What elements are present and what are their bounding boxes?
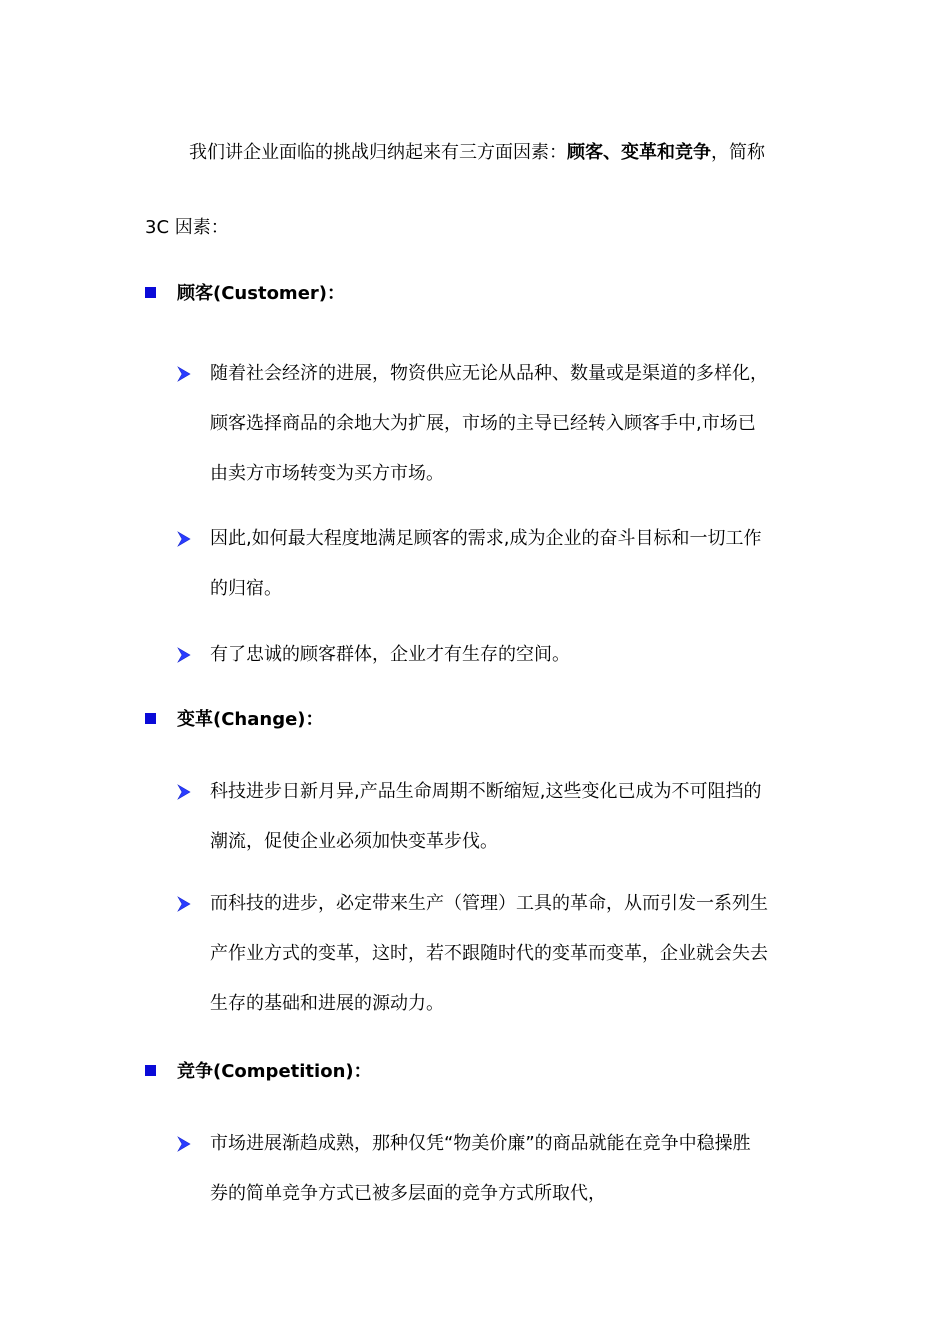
arrow-bullet-icon: [177, 1136, 191, 1152]
section-title: 竞争(Competition)：: [177, 1061, 372, 1082]
arrow-bullet-icon: [177, 366, 191, 382]
square-bullet-icon: [145, 287, 156, 298]
list-item-line: 由卖方市场转变为买方市场。: [210, 463, 444, 484]
section-heading-competition: [145, 1057, 372, 1083]
list-item-line: 券的简单竞争方式已被多层面的竞争方式所取代，: [210, 1183, 606, 1204]
list-item-line: 市场进展渐趋成熟，那种仅凭“物美价廉”的商品就能在竞争中稳操胜: [210, 1133, 751, 1154]
arrow-bullet-icon: [177, 896, 191, 912]
list-item-line: 潮流，促使企业必须加快变革步伐。: [210, 831, 498, 852]
section-heading-change: [145, 705, 324, 731]
intro-prefix: 我们讲企业面临的挑战归纳起来有三方面因素：: [189, 142, 567, 163]
list-item-line: 顾客选择商品的余地大为扩展，市场的主导已经转入顾客手中,市场已: [210, 413, 756, 434]
section-title: 顾客(Customer)：: [177, 283, 346, 304]
intro-line-1: [189, 138, 765, 164]
list-item-line: 而科技的进步，必定带来生产（管理）工具的革命，从而引发一系列生: [210, 893, 768, 914]
section-title: 变革(Change)：: [177, 709, 324, 730]
list-item-line: 科技进步日新月异,产品生命周期不断缩短,这些变化已成为不可阻挡的: [210, 781, 762, 802]
intro-line-2: 3C 因素：: [145, 217, 229, 238]
arrow-bullet-icon: [177, 784, 191, 800]
intro-bold-terms: 顾客、变革和竞争: [567, 142, 711, 163]
list-item-line: 有了忠诚的顾客群体，企业才有生存的空间。: [210, 644, 570, 665]
list-item-line: 随着社会经济的进展，物资供应无论从品种、数量或是渠道的多样化，: [210, 363, 768, 384]
arrow-bullet-icon: [177, 531, 191, 547]
intro-suffix: ，简称: [711, 142, 765, 163]
arrow-bullet-icon: [177, 647, 191, 663]
square-bullet-icon: [145, 713, 156, 724]
list-item-line: 的归宿。: [210, 578, 282, 599]
list-item-line: 产作业方式的变革，这时，若不跟随时代的变革而变革，企业就会失去: [210, 943, 768, 964]
list-item-line: 因此,如何最大程度地满足顾客的需求,成为企业的奋斗目标和一切工作: [210, 528, 762, 549]
square-bullet-icon: [145, 1065, 156, 1076]
list-item-line: 生存的基础和进展的源动力。: [210, 993, 444, 1014]
section-heading-customer: [145, 279, 345, 305]
